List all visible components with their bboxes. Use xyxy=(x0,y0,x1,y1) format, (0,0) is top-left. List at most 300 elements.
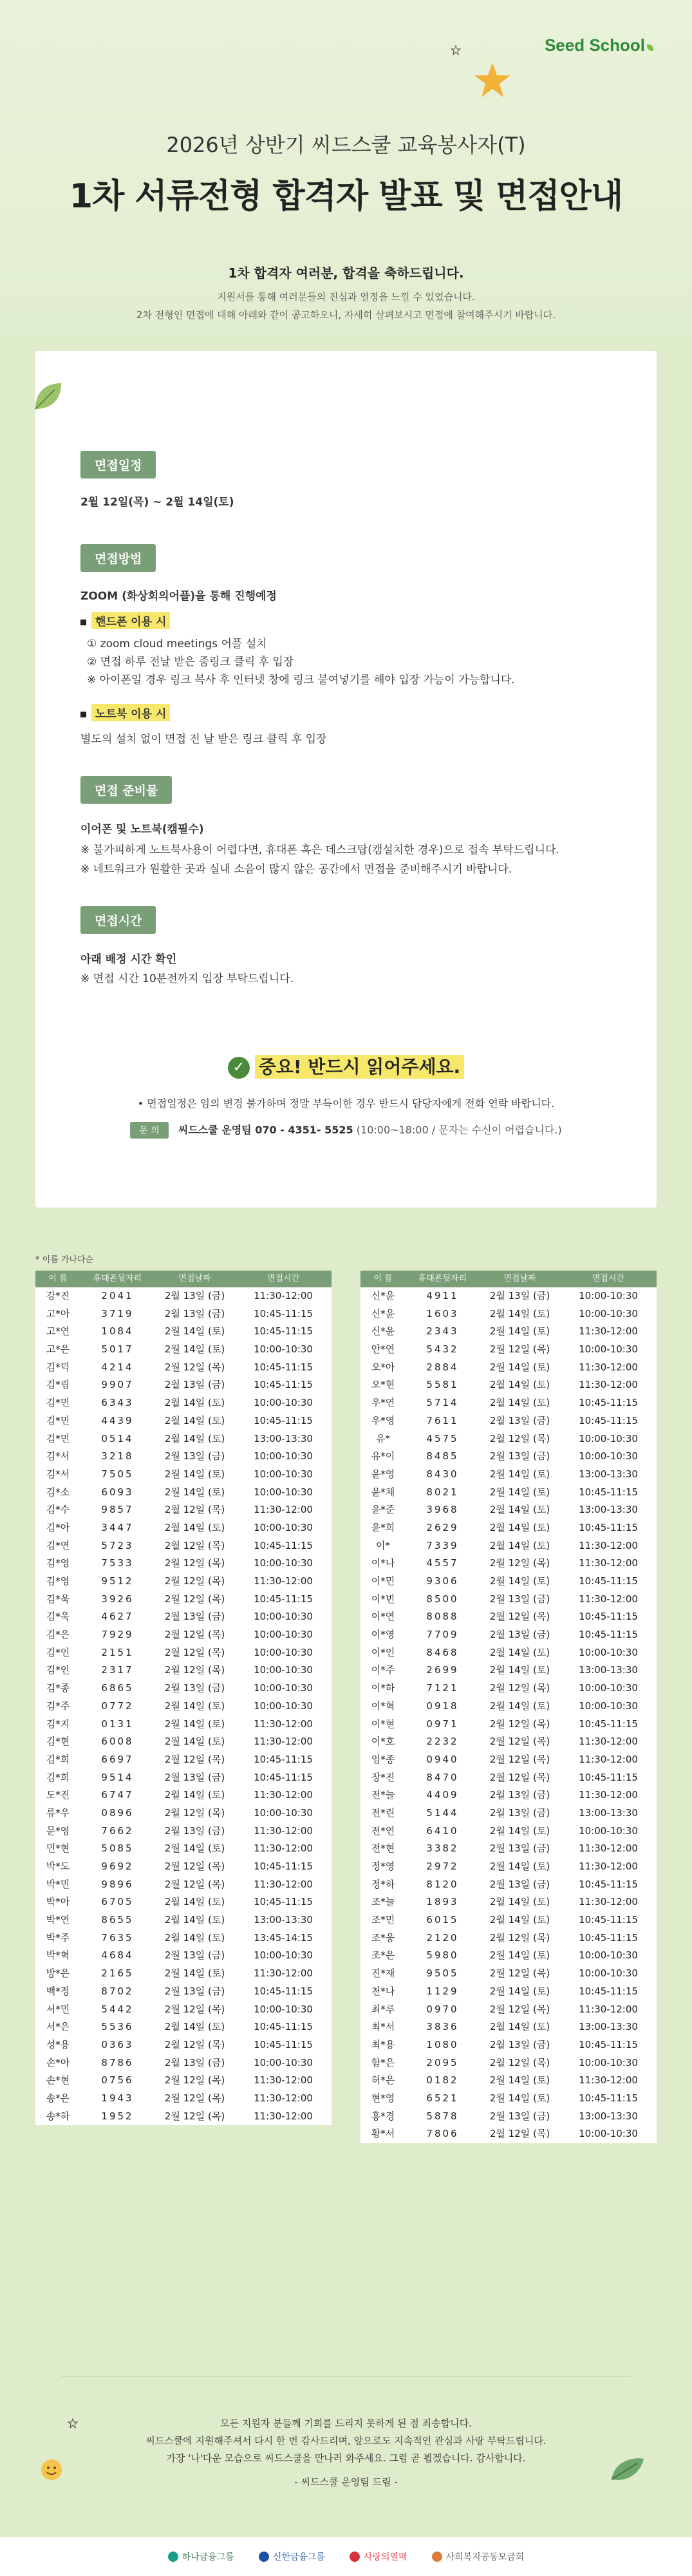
shinhan-logo-icon xyxy=(259,2552,269,2562)
phone-step-1: ① zoom cloud meetings 어플 설치 xyxy=(87,638,267,650)
phone-step-note: ※ 아이폰일 경우 링크 복사 후 인터넷 창에 링크 붙여넣기를 해야 입장 가능이 가능합니다. xyxy=(87,674,515,687)
cell-date: 2월 14일 (토) xyxy=(489,2021,550,2033)
cell-time: 10:45-11:15 xyxy=(579,1914,638,1926)
table-row xyxy=(35,1287,332,1305)
cell-time: 13:00-13:30 xyxy=(254,1432,313,1444)
cell-phone: 5442 xyxy=(101,2003,134,2015)
intro-text-1: 지원서를 통해 여러분들의 진심과 열정을 느낄 수 있었습니다. xyxy=(217,291,475,303)
table-row xyxy=(360,1287,657,1305)
cell-name: 전*연 xyxy=(371,1824,395,1837)
method-tag: 면접방법 xyxy=(80,544,156,572)
time-section xyxy=(80,906,156,934)
cell-phone: 4911 xyxy=(426,1290,459,1302)
cell-date: 2월 14일 (토) xyxy=(489,1486,550,1498)
cell-date: 2월 12일 (목) xyxy=(164,2038,225,2050)
prep-section xyxy=(80,776,172,804)
cell-date: 2월 12일 (목) xyxy=(164,2003,225,2015)
cell-time: 11:30-12:00 xyxy=(579,2003,638,2015)
cell-phone: 3968 xyxy=(426,1504,459,1516)
cell-name: 오*아 xyxy=(371,1361,395,1373)
cell-time: 11:30-12:00 xyxy=(579,1593,638,1605)
cell-phone: 9512 xyxy=(101,1575,134,1587)
table-row xyxy=(35,1929,332,1947)
cell-name: 박*혁 xyxy=(46,1949,70,1962)
cell-name: 우*연 xyxy=(371,1397,395,1409)
cell-name: 유*이 xyxy=(371,1450,395,1463)
time-tag: 면접시간 xyxy=(80,906,156,934)
cell-phone: 5536 xyxy=(101,2021,134,2033)
cell-time: 10:45-11:15 xyxy=(579,1414,638,1426)
cell-phone: 4627 xyxy=(101,1611,134,1623)
cell-time: 10:00-10:30 xyxy=(254,1557,313,1569)
cell-phone: 0918 xyxy=(426,1700,459,1712)
cell-name: 윤*채 xyxy=(371,1486,395,1498)
cell-name: 황*서 xyxy=(371,2128,395,2140)
cell-date: 2월 13일 (금) xyxy=(164,1682,225,1694)
cell-date: 2월 12일 (목) xyxy=(164,1664,225,1676)
table-row xyxy=(35,1911,332,1929)
prep-note-2: ※ 네트워크가 원활한 곳과 실내 소음이 많지 않은 공간에서 면접을 준비해주시기 바랍니다. xyxy=(80,863,512,876)
contact-phone[interactable]: 씨드스쿨 운영팀 070 - 4351- 5525 xyxy=(178,1124,353,1136)
cell-phone: 9505 xyxy=(426,1967,459,1980)
table-row xyxy=(35,1858,332,1876)
table-row xyxy=(360,1376,657,1394)
cell-name: 고*은 xyxy=(46,1343,70,1356)
cell-phone: 8786 xyxy=(101,2056,134,2069)
cell-date: 2월 12일 (목) xyxy=(164,1361,225,1373)
cell-time: 10:45-11:15 xyxy=(579,1878,638,1890)
cell-name: 박*아 xyxy=(46,1896,70,1908)
cell-name: 조*은 xyxy=(371,1949,395,1962)
table-row xyxy=(360,1840,657,1858)
cell-time: 10:45-11:15 xyxy=(254,1379,313,1391)
phone-label: 핸드폰 이용 시 xyxy=(91,612,170,629)
table-row xyxy=(360,1644,657,1662)
cell-phone: 4214 xyxy=(101,1361,134,1373)
cell-name: 윤*영 xyxy=(371,1468,395,1480)
cell-phone: 7121 xyxy=(426,1682,459,1694)
community-chest-logo-icon xyxy=(432,2552,442,2562)
cell-time: 10:45-11:15 xyxy=(254,1753,313,1765)
cell-phone: 2095 xyxy=(426,2056,459,2069)
sponsor-shinhan: 신한금융그룹 xyxy=(259,2550,325,2563)
cell-date: 2월 14일 (토) xyxy=(489,1325,550,1338)
table-row xyxy=(35,1947,332,1965)
table-row xyxy=(35,1537,332,1555)
cell-phone: 0514 xyxy=(101,1432,134,1444)
cell-date: 2월 12일 (목) xyxy=(164,1753,225,1765)
cell-name: 박*주 xyxy=(46,1931,70,1944)
cell-time: 10:45-11:15 xyxy=(254,2038,313,2050)
cell-phone: 2317 xyxy=(101,1664,134,1676)
cell-name: 이*호 xyxy=(371,1736,395,1748)
table-row xyxy=(360,1573,657,1591)
cell-name: 오*현 xyxy=(371,1379,395,1391)
cell-time: 10:45-11:15 xyxy=(254,1593,313,1605)
cell-phone: 6343 xyxy=(101,1397,134,1409)
table-row xyxy=(360,1501,657,1519)
cell-name: 이*현 xyxy=(371,1718,395,1730)
cell-time: 11:30-12:00 xyxy=(579,1557,638,1569)
cell-name: 김*서 xyxy=(46,1468,70,1480)
cell-time: 10:00-10:30 xyxy=(254,1468,313,1480)
table-row xyxy=(35,1519,332,1537)
cell-phone: 7929 xyxy=(101,1629,134,1641)
cell-phone: 7339 xyxy=(426,1539,459,1551)
cell-time: 10:45-11:15 xyxy=(254,1414,313,1426)
table-row xyxy=(35,1305,332,1323)
cell-name: 도*진 xyxy=(46,1789,70,1801)
cell-name: 전*린 xyxy=(371,1806,395,1819)
cell-phone: 6008 xyxy=(101,1736,134,1748)
cell-name: 이*연 xyxy=(371,1611,395,1623)
cell-name: 최*서 xyxy=(371,2021,395,2033)
cell-time: 10:45-11:15 xyxy=(254,1985,313,1997)
cell-time: 10:00-10:30 xyxy=(254,1611,313,1623)
cell-date: 2월 12일 (목) xyxy=(489,1771,550,1783)
cell-name: 송*하 xyxy=(46,2110,70,2122)
cell-name: 안*연 xyxy=(371,1343,395,1356)
cell-name: 김*주 xyxy=(46,1700,70,1712)
cell-name: 윤*준 xyxy=(371,1504,395,1516)
cell-phone: 9857 xyxy=(101,1504,134,1516)
cell-time: 10:45-11:15 xyxy=(254,1896,313,1908)
notice-title: 중요! 반드시 읽어주세요. xyxy=(255,1055,464,1079)
table-row xyxy=(35,1680,332,1698)
cell-date: 2월 12일 (목) xyxy=(164,1504,225,1516)
table-row xyxy=(360,1359,657,1377)
table-row xyxy=(360,1394,657,1412)
cell-phone: 0363 xyxy=(101,2038,134,2050)
info-card xyxy=(35,351,657,1208)
table-row xyxy=(35,1786,332,1804)
cell-date: 2월 14일 (토) xyxy=(164,1842,225,1855)
table-row xyxy=(35,1823,332,1841)
table-row xyxy=(35,2090,332,2108)
cell-phone: 6705 xyxy=(101,1896,134,1908)
table-body xyxy=(35,1287,332,2125)
cell-phone: 7505 xyxy=(101,1468,134,1480)
cell-name: 김*은 xyxy=(46,1629,70,1641)
cell-date: 2월 12일 (목) xyxy=(164,1878,225,1890)
cell-name: 홍*경 xyxy=(371,2110,395,2122)
table-row xyxy=(360,1823,657,1841)
cell-name: 김*현 xyxy=(46,1736,70,1748)
cell-phone: 8500 xyxy=(426,1593,459,1605)
cell-name: 박*도 xyxy=(46,1861,70,1872)
leaf-decoration-icon xyxy=(29,377,68,415)
cell-phone: 1080 xyxy=(426,2038,459,2050)
cell-time: 10:45-11:15 xyxy=(579,1397,638,1409)
table-row xyxy=(360,1965,657,1983)
cell-date: 2월 14일 (토) xyxy=(489,1379,550,1391)
cell-phone: 6865 xyxy=(101,1682,134,1694)
table-row xyxy=(360,1519,657,1537)
header-phone: 휴대폰뒷자리 xyxy=(93,1274,142,1283)
table-row xyxy=(360,1698,657,1716)
cell-date: 2월 14일 (토) xyxy=(164,1896,225,1908)
cell-name: 송*은 xyxy=(46,2092,70,2104)
cell-name: 김*림 xyxy=(46,1379,70,1391)
cell-date: 2월 12일 (목) xyxy=(489,2003,550,2015)
cell-date: 2월 13일 (금) xyxy=(489,1450,550,1463)
cell-date: 2월 14일 (토) xyxy=(164,2021,225,2033)
cell-phone: 0772 xyxy=(101,1700,134,1712)
cell-date: 2월 13일 (금) xyxy=(489,2110,550,2122)
cell-phone: 4575 xyxy=(426,1432,459,1444)
cell-phone: 3926 xyxy=(101,1593,134,1605)
cell-time: 10:45-11:15 xyxy=(254,1325,313,1338)
notice-section xyxy=(35,1053,657,1139)
table-row xyxy=(35,1716,332,1734)
cell-date: 2월 14일 (토) xyxy=(489,1521,550,1533)
cell-date: 2월 14일 (토) xyxy=(489,1468,550,1480)
cell-time: 11:30-12:00 xyxy=(579,1325,638,1338)
cell-date: 2월 12일 (목) xyxy=(489,1753,550,1765)
table-row xyxy=(35,1840,332,1858)
cell-time: 10:45-11:15 xyxy=(579,1718,638,1730)
schedule-dates: 2월 12일(목) ~ 2월 14일(토) xyxy=(80,496,234,509)
cell-name: 김*욱 xyxy=(46,1593,70,1605)
cell-time: 10:00-10:30 xyxy=(254,1646,313,1658)
cell-date: 2월 14일 (토) xyxy=(489,1700,550,1712)
cell-name: 김*인 xyxy=(46,1664,70,1676)
result-table-right xyxy=(360,1271,657,2143)
cell-time: 10:00-10:30 xyxy=(254,1397,313,1409)
table-row xyxy=(360,1323,657,1341)
cell-phone: 4409 xyxy=(426,1789,459,1801)
cell-phone: 0182 xyxy=(426,2074,459,2087)
cell-phone: 8021 xyxy=(426,1486,459,1498)
cell-time: 13:00-13:30 xyxy=(579,2110,638,2122)
cell-time: 11:30-12:00 xyxy=(254,1878,313,1890)
table-row xyxy=(35,1893,332,1911)
table-row xyxy=(35,1644,332,1662)
cell-date: 2월 14일 (토) xyxy=(164,1432,225,1444)
table-row xyxy=(360,1484,657,1502)
cell-phone: 5980 xyxy=(426,1949,459,1962)
table-row xyxy=(35,1591,332,1609)
cell-time: 11:30-12:00 xyxy=(579,1861,638,1872)
cell-name: 김*아 xyxy=(46,1521,70,1533)
cell-date: 2월 13일 (금) xyxy=(164,1824,225,1837)
table-row xyxy=(35,1769,332,1787)
table-row xyxy=(360,1662,657,1680)
table-row xyxy=(35,1501,332,1519)
cell-name: 김*민 xyxy=(46,1432,70,1444)
cell-name: 장*진 xyxy=(371,1771,395,1783)
cell-date: 2월 14일 (토) xyxy=(164,1931,225,1944)
header-time: 면접시간 xyxy=(267,1274,300,1283)
cell-phone: 9692 xyxy=(101,1861,134,1872)
phone-step-2: ② 면접 하루 전날 받은 줌링크 클릭 후 입장 xyxy=(87,656,294,668)
cell-date: 2월 13일 (금) xyxy=(489,2038,550,2050)
cell-date: 2월 12일 (목) xyxy=(489,1931,550,1944)
table-row xyxy=(360,1412,657,1430)
cell-name: 유* xyxy=(376,1432,390,1444)
cell-phone: 6015 xyxy=(426,1914,459,1926)
cell-name: 김*지 xyxy=(46,1718,70,1730)
cell-time: 10:00-10:30 xyxy=(254,1949,313,1962)
cell-name: 천*나 xyxy=(371,1985,395,1997)
cell-date: 2월 14일 (토) xyxy=(164,1967,225,1980)
cell-time: 13:45-14:15 xyxy=(254,1931,313,1944)
table-row xyxy=(360,1537,657,1555)
cell-time: 10:00-10:30 xyxy=(579,2056,638,2069)
cell-name: 조*민 xyxy=(371,1914,395,1926)
cell-date: 2월 13일 (금) xyxy=(489,1629,550,1641)
cell-phone: 2884 xyxy=(426,1361,459,1373)
cell-time: 11:30-12:00 xyxy=(254,1842,313,1855)
cell-date: 2월 14일 (토) xyxy=(164,1700,225,1712)
table-row xyxy=(360,1591,657,1609)
cell-name: 신*윤 xyxy=(371,1307,395,1320)
cell-name: 백*정 xyxy=(46,1985,70,1997)
table-row xyxy=(35,1662,332,1680)
table-row xyxy=(360,1448,657,1466)
cell-time: 11:30-12:00 xyxy=(579,1361,638,1373)
check-icon: ✓ xyxy=(228,1057,250,1079)
table-row xyxy=(360,1858,657,1876)
cell-time: 10:45-11:15 xyxy=(579,2038,638,2050)
cell-name: 김*연 xyxy=(46,1539,70,1551)
cell-phone: 4557 xyxy=(426,1557,459,1569)
cell-date: 2월 12일 (목) xyxy=(164,1593,225,1605)
cell-name: 고*아 xyxy=(46,1307,70,1320)
cell-time: 10:00-10:30 xyxy=(254,1450,313,1463)
cell-time: 13:00-13:30 xyxy=(579,1664,638,1676)
congrats-text: 1차 합격자 여러분, 합격을 축하드립니다. xyxy=(228,265,464,281)
cell-phone: 8485 xyxy=(426,1450,459,1463)
cell-date: 2월 14일 (토) xyxy=(489,1896,550,1908)
cell-time: 10:45-11:15 xyxy=(254,1307,313,1320)
table-row xyxy=(35,1698,332,1716)
method-intro: ZOOM (화상회의어플)을 통해 진행예정 xyxy=(80,590,277,603)
cell-date: 2월 13일 (금) xyxy=(164,1611,225,1623)
table-row xyxy=(35,1394,332,1412)
cell-date: 2월 12일 (목) xyxy=(164,1861,225,1872)
cell-date: 2월 12일 (목) xyxy=(489,1557,550,1569)
cell-time: 10:00-10:30 xyxy=(579,1824,638,1837)
cell-time: 10:45-11:15 xyxy=(579,2092,638,2104)
leaf-icon xyxy=(647,44,653,51)
cell-phone: 6697 xyxy=(101,1753,134,1765)
table-row xyxy=(360,1911,657,1929)
cell-date: 2월 12일 (목) xyxy=(489,1718,550,1730)
cell-time: 10:45-11:15 xyxy=(254,1771,313,1783)
cell-date: 2월 14일 (토) xyxy=(489,1646,550,1658)
table-row xyxy=(35,1484,332,1502)
cell-name: 고*연 xyxy=(46,1325,70,1338)
header-phone: 휴대폰뒷자리 xyxy=(418,1274,467,1283)
cell-name: 이*빈 xyxy=(371,1593,395,1605)
table-row xyxy=(35,2018,332,2036)
cell-phone: 9306 xyxy=(426,1575,459,1587)
table-row xyxy=(360,1608,657,1626)
cell-name: 정*하 xyxy=(371,1878,395,1890)
cell-time: 11:30-12:00 xyxy=(254,2092,313,2104)
cell-name: 현*영 xyxy=(371,2092,395,2104)
table-row xyxy=(35,1323,332,1341)
cell-time: 10:45-11:15 xyxy=(254,1861,313,1872)
cell-time: 10:00-10:30 xyxy=(579,1949,638,1962)
cell-phone: 1129 xyxy=(426,1985,459,1997)
cell-name: 이*주 xyxy=(371,1664,395,1676)
cell-date: 2월 14일 (토) xyxy=(164,1736,225,1748)
cell-name: 김*욱 xyxy=(46,1611,70,1623)
cell-name: 김*수 xyxy=(46,1504,70,1516)
cell-time: 10:45-11:15 xyxy=(254,1361,313,1373)
cell-phone: 3836 xyxy=(426,2021,459,2033)
cell-time: 10:45-11:15 xyxy=(579,1771,638,1783)
cell-time: 10:00-10:30 xyxy=(579,1343,638,1356)
cell-name: 김*인 xyxy=(46,1646,70,1658)
cell-phone: 2165 xyxy=(101,1967,134,1980)
cell-name: 함*은 xyxy=(371,2056,395,2069)
cell-time: 10:00-10:30 xyxy=(579,1307,638,1320)
table-row xyxy=(360,1929,657,1947)
cell-time: 10:45-11:15 xyxy=(579,1931,638,1944)
cell-phone: 2972 xyxy=(426,1861,459,1872)
table-row xyxy=(360,1751,657,1769)
header-name: 이 름 xyxy=(373,1274,393,1283)
cell-phone: 2343 xyxy=(426,1325,459,1338)
cell-name: 문*영 xyxy=(46,1824,70,1837)
cell-date: 2월 12일 (목) xyxy=(489,1343,550,1356)
cell-date: 2월 14일 (토) xyxy=(164,1414,225,1426)
cell-name: 이*혁 xyxy=(371,1700,395,1712)
cell-phone: 8430 xyxy=(426,1468,459,1480)
cell-phone: 6521 xyxy=(426,2092,459,2104)
cell-name: 정*영 xyxy=(371,1861,395,1872)
cell-phone: 2041 xyxy=(101,1290,134,1302)
cell-time: 10:00-10:30 xyxy=(579,2128,638,2140)
cell-time: 10:45-11:15 xyxy=(579,1575,638,1587)
schedule-tag: 면접일정 xyxy=(80,451,156,478)
cell-name: 김*희 xyxy=(46,1753,70,1765)
cell-time: 11:30-12:00 xyxy=(579,1539,638,1551)
laptop-label: 노트북 이용 시 xyxy=(91,704,170,721)
cell-date: 2월 13일 (금) xyxy=(489,1414,550,1426)
table-row xyxy=(360,1466,657,1484)
cell-date: 2월 13일 (금) xyxy=(164,1307,225,1320)
cell-date: 2월 14일 (토) xyxy=(164,1343,225,1356)
cell-name: 김*종 xyxy=(46,1682,70,1694)
cell-phone: 5017 xyxy=(101,1343,134,1356)
cell-phone: 3447 xyxy=(101,1521,134,1533)
cell-phone: 1603 xyxy=(426,1307,459,1320)
cell-phone: 6093 xyxy=(101,1486,134,1498)
cell-date: 2월 14일 (토) xyxy=(489,1307,550,1320)
cell-name: 강*진 xyxy=(46,1290,70,1302)
table-row xyxy=(35,2072,332,2090)
sponsor-love-fruit: 사랑의열매 xyxy=(350,2550,407,2563)
table-row xyxy=(35,1965,332,1983)
cell-phone: 6410 xyxy=(426,1824,459,1837)
cell-date: 2월 13일 (금) xyxy=(489,1806,550,1819)
cell-name: 민*현 xyxy=(46,1842,70,1855)
cell-name: 신*윤 xyxy=(371,1290,395,1302)
cell-time: 13:00-13:30 xyxy=(579,1504,638,1516)
cell-phone: 5878 xyxy=(426,2110,459,2122)
table-row xyxy=(35,1751,332,1769)
cell-time: 11:30-12:00 xyxy=(579,1896,638,1908)
cell-name: 진*재 xyxy=(371,1967,395,1980)
cell-phone: 2699 xyxy=(426,1664,459,1676)
cell-time: 10:00-10:30 xyxy=(579,1967,638,1980)
cell-time: 10:45-11:15 xyxy=(254,1539,313,1551)
cell-phone: 5144 xyxy=(426,1806,459,1819)
